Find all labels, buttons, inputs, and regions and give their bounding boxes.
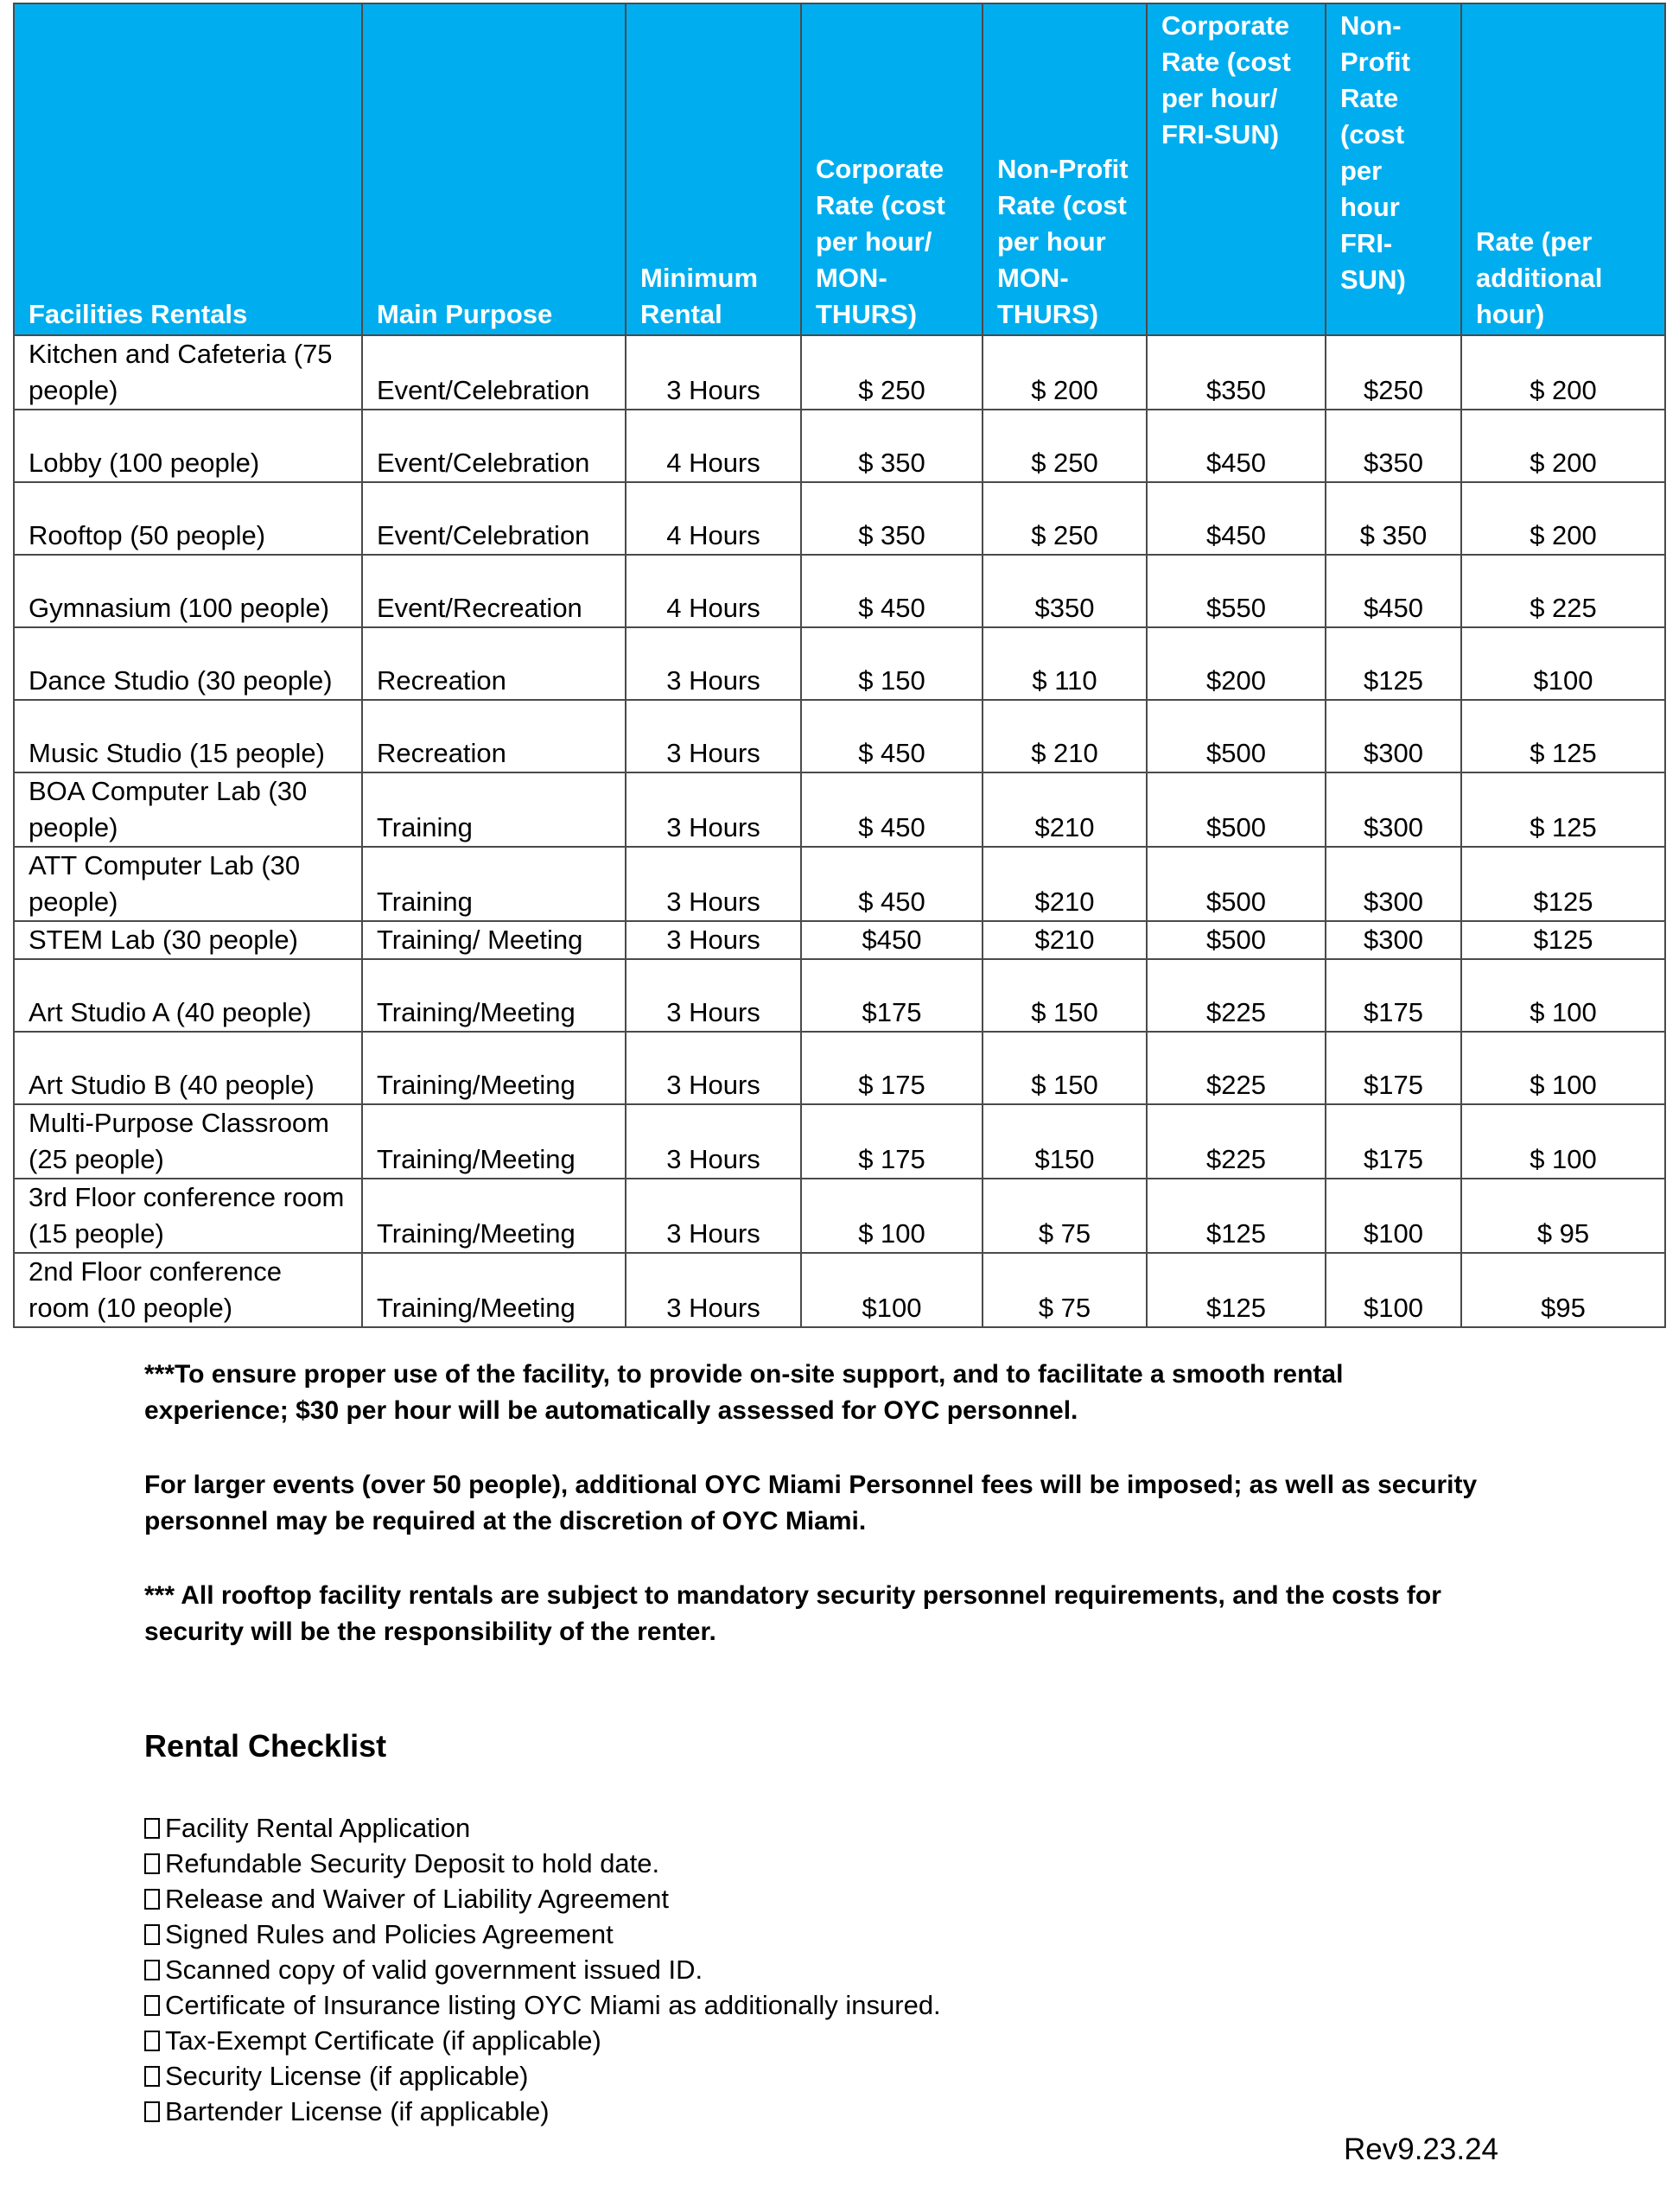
facility-name-cell: 2nd Floor conference room (10 people) [14,1253,362,1327]
table-row [14,847,1665,921]
main-purpose-cell: Event/Celebration [362,482,626,555]
minimum-rental-cell: 3 Hours [626,335,801,410]
checkbox-icon [144,1853,160,1874]
additional-hour-rate-cell: $ 125 [1461,772,1665,847]
minimum-rental-cell: 3 Hours [626,700,801,772]
facility-name-cell: Art Studio A (40 people) [14,959,362,1032]
main-purpose-cell: Event/Celebration [362,410,626,482]
additional-hour-rate-cell: $95 [1461,1253,1665,1327]
checklist-item-label: Facility Rental Application [165,1813,471,1843]
facility-name-cell: 3rd Floor conference room (15 people) [14,1179,362,1253]
nonprofit-rate-mon-thurs-cell: $ 110 [983,627,1147,700]
nonprofit-rate-mon-thurs-cell: $210 [983,772,1147,847]
minimum-rental-cell: 3 Hours [626,1253,801,1327]
facility-name-cell: Lobby (100 people) [14,410,362,482]
additional-hour-rate-cell: $ 100 [1461,1032,1665,1104]
nonprofit-rate-mon-thurs-cell: $ 150 [983,1032,1147,1104]
checklist-item-label: Signed Rules and Policies Agreement [165,1919,614,1949]
main-purpose-cell: Training [362,847,626,921]
main-purpose-cell: Training/Meeting [362,1104,626,1179]
corporate-rate-fri-sun-cell: $450 [1147,482,1326,555]
facility-name-cell: Kitchen and Cafeteria (75 people) [14,335,362,410]
table-row [14,772,1665,847]
corporate-rate-mon-thurs-cell: $ 350 [801,410,983,482]
checklist-item [144,1881,941,1916]
nonprofit-rate-fri-sun-cell: $175 [1326,1104,1461,1179]
facility-name-cell: Music Studio (15 people) [14,700,362,772]
facility-name-cell: ATT Computer Lab (30 people) [14,847,362,921]
main-purpose-cell: Training/Meeting [362,1032,626,1104]
checkbox-icon [144,1995,160,2016]
checkbox-icon [144,1818,160,1839]
corporate-rate-fri-sun-cell: $200 [1147,627,1326,700]
corporate-rate-fri-sun-cell: $500 [1147,921,1326,959]
nonprofit-rate-fri-sun-cell: $300 [1326,921,1461,959]
table-header-row [14,3,1665,335]
checkbox-icon [144,2031,160,2051]
column-header-nonprofit-fri-sun: Non-Profit Rate (cost per hour FRI-SUN) [1326,3,1461,335]
revision-label: Rev9.23.24 [1344,2133,1499,2166]
table-row [14,482,1665,555]
checklist-item-label: Security License (if applicable) [165,2061,529,2091]
facility-name-cell: Rooftop (50 people) [14,482,362,555]
column-header-purpose: Main Purpose [362,3,626,335]
main-purpose-cell: Training/Meeting [362,959,626,1032]
checkbox-icon [144,1924,160,1945]
corporate-rate-mon-thurs-cell: $ 350 [801,482,983,555]
column-header-facility: Facilities Rentals [14,3,362,335]
corporate-rate-fri-sun-cell: $225 [1147,959,1326,1032]
facility-name-cell: STEM Lab (30 people) [14,921,362,959]
nonprofit-rate-mon-thurs-cell: $ 75 [983,1253,1147,1327]
facility-rates-table [13,3,1666,1328]
column-header-nonprofit-mon-thurs: Non-Profit Rate (cost per hour MON-THURS) [983,3,1147,335]
checklist-title: Rental Checklist [144,1728,387,1764]
column-header-corp-mon-thurs: Corporate Rate (cost per hour/ MON-THURS) [801,3,983,335]
checklist-item [144,2094,941,2129]
facility-name-cell: Dance Studio (30 people) [14,627,362,700]
corporate-rate-fri-sun-cell: $500 [1147,847,1326,921]
nonprofit-rate-mon-thurs-cell: $ 200 [983,335,1147,410]
checklist-item-label: Refundable Security Deposit to hold date. [165,1848,660,1878]
corporate-rate-mon-thurs-cell: $ 100 [801,1179,983,1253]
table-row [14,1032,1665,1104]
facility-name-cell: Gymnasium (100 people) [14,555,362,627]
minimum-rental-cell: 4 Hours [626,482,801,555]
minimum-rental-cell: 4 Hours [626,555,801,627]
corporate-rate-fri-sun-cell: $550 [1147,555,1326,627]
corporate-rate-fri-sun-cell: $500 [1147,772,1326,847]
minimum-rental-cell: 3 Hours [626,1032,801,1104]
nonprofit-rate-mon-thurs-cell: $210 [983,921,1147,959]
column-header-additional: Rate (per additional hour) [1461,3,1665,335]
additional-hour-rate-cell: $ 200 [1461,335,1665,410]
nonprofit-rate-fri-sun-cell: $300 [1326,847,1461,921]
corporate-rate-mon-thurs-cell: $ 450 [801,772,983,847]
corporate-rate-fri-sun-cell: $125 [1147,1253,1326,1327]
additional-hour-rate-cell: $125 [1461,921,1665,959]
column-header-minimum: Minimum Rental [626,3,801,335]
facility-name-cell: Art Studio B (40 people) [14,1032,362,1104]
minimum-rental-cell: 3 Hours [626,1179,801,1253]
minimum-rental-cell: 3 Hours [626,1104,801,1179]
table-row [14,627,1665,700]
corporate-rate-mon-thurs-cell: $ 450 [801,555,983,627]
main-purpose-cell: Event/Celebration [362,335,626,410]
additional-hour-rate-cell: $125 [1461,847,1665,921]
checklist-item-label: Tax-Exempt Certificate (if applicable) [165,2025,601,2056]
additional-hour-rate-cell: $ 225 [1461,555,1665,627]
additional-hour-rate-cell: $ 125 [1461,700,1665,772]
nonprofit-rate-mon-thurs-cell: $350 [983,555,1147,627]
checklist-item [144,1916,941,1952]
rental-checklist [144,1810,941,2129]
table-row [14,555,1665,627]
additional-hour-rate-cell: $ 95 [1461,1179,1665,1253]
minimum-rental-cell: 3 Hours [626,847,801,921]
nonprofit-rate-fri-sun-cell: $ 350 [1326,482,1461,555]
corporate-rate-fri-sun-cell: $350 [1147,335,1326,410]
minimum-rental-cell: 3 Hours [626,627,801,700]
table-row [14,700,1665,772]
checklist-item [144,2058,941,2094]
table-row [14,921,1665,959]
additional-hour-rate-cell: $100 [1461,627,1665,700]
table-row [14,335,1665,410]
nonprofit-rate-fri-sun-cell: $100 [1326,1179,1461,1253]
corporate-rate-mon-thurs-cell: $ 250 [801,335,983,410]
minimum-rental-cell: 3 Hours [626,772,801,847]
note-rooftop-security: *** All rooftop facility rentals are subject to mandatory security personnel requirements, and the costs for security will be the responsibility of the renter. [144,1581,1441,1646]
nonprofit-rate-fri-sun-cell: $300 [1326,772,1461,847]
nonprofit-rate-mon-thurs-cell: $ 250 [983,410,1147,482]
checklist-item [144,2023,941,2058]
additional-hour-rate-cell: $ 200 [1461,482,1665,555]
table-row [14,410,1665,482]
main-purpose-cell: Training [362,772,626,847]
corporate-rate-fri-sun-cell: $125 [1147,1179,1326,1253]
nonprofit-rate-fri-sun-cell: $175 [1326,959,1461,1032]
nonprofit-rate-fri-sun-cell: $450 [1326,555,1461,627]
note-large-events: For larger events (over 50 people), additional OYC Miami Personnel fees will be imposed; as well as security personnel may be required at the discretion of OYC Miami. [144,1471,1478,1535]
minimum-rental-cell: 3 Hours [626,959,801,1032]
main-purpose-cell: Training/Meeting [362,1253,626,1327]
nonprofit-rate-fri-sun-cell: $350 [1326,410,1461,482]
corporate-rate-mon-thurs-cell: $100 [801,1253,983,1327]
checklist-item [144,1846,941,1881]
nonprofit-rate-mon-thurs-cell: $150 [983,1104,1147,1179]
minimum-rental-cell: 3 Hours [626,921,801,959]
main-purpose-cell: Event/Recreation [362,555,626,627]
corporate-rate-mon-thurs-cell: $450 [801,921,983,959]
main-purpose-cell: Recreation [362,627,626,700]
corporate-rate-fri-sun-cell: $225 [1147,1104,1326,1179]
nonprofit-rate-mon-thurs-cell: $ 150 [983,959,1147,1032]
additional-hour-rate-cell: $ 100 [1461,959,1665,1032]
corporate-rate-mon-thurs-cell: $ 450 [801,847,983,921]
additional-hour-rate-cell: $ 200 [1461,410,1665,482]
facility-name-cell: BOA Computer Lab (30 people) [14,772,362,847]
main-purpose-cell: Recreation [362,700,626,772]
table-row [14,959,1665,1032]
checklist-item-label: Scanned copy of valid government issued ID. [165,1955,703,1985]
checkbox-icon [144,1960,160,1980]
checklist-item [144,1987,941,2023]
corporate-rate-mon-thurs-cell: $ 450 [801,700,983,772]
table-row [14,1104,1665,1179]
nonprofit-rate-mon-thurs-cell: $ 75 [983,1179,1147,1253]
checkbox-icon [144,2101,160,2122]
nonprofit-rate-mon-thurs-cell: $ 250 [983,482,1147,555]
checklist-item [144,1810,941,1846]
nonprofit-rate-fri-sun-cell: $100 [1326,1253,1461,1327]
main-purpose-cell: Training/Meeting [362,1179,626,1253]
table-row [14,1179,1665,1253]
nonprofit-rate-mon-thurs-cell: $210 [983,847,1147,921]
checkbox-icon [144,2066,160,2087]
checkbox-icon [144,1889,160,1910]
corporate-rate-mon-thurs-cell: $175 [801,959,983,1032]
additional-hour-rate-cell: $ 100 [1461,1104,1665,1179]
note-personnel-fee: ***To ensure proper use of the facility, to provide on-site support, and to facilitate a smooth rental experience; $30 per hour will be automatically assessed for OYC personnel. [144,1360,1344,1425]
checklist-item-label: Bartender License (if applicable) [165,2096,550,2126]
nonprofit-rate-mon-thurs-cell: $ 210 [983,700,1147,772]
corporate-rate-mon-thurs-cell: $ 175 [801,1032,983,1104]
corporate-rate-fri-sun-cell: $500 [1147,700,1326,772]
checklist-item-label: Certificate of Insurance listing OYC Miami as additionally insured. [165,1990,941,2020]
checklist-item [144,1952,941,1987]
corporate-rate-fri-sun-cell: $450 [1147,410,1326,482]
nonprofit-rate-fri-sun-cell: $125 [1326,627,1461,700]
corporate-rate-mon-thurs-cell: $ 150 [801,627,983,700]
corporate-rate-mon-thurs-cell: $ 175 [801,1104,983,1179]
nonprofit-rate-fri-sun-cell: $250 [1326,335,1461,410]
table-row [14,1253,1665,1327]
nonprofit-rate-fri-sun-cell: $175 [1326,1032,1461,1104]
facility-name-cell: Multi-Purpose Classroom (25 people) [14,1104,362,1179]
nonprofit-rate-fri-sun-cell: $300 [1326,700,1461,772]
checklist-item-label: Release and Waiver of Liability Agreement [165,1884,669,1914]
column-header-corp-fri-sun: Corporate Rate (cost per hour/ FRI-SUN) [1147,3,1326,335]
corporate-rate-fri-sun-cell: $225 [1147,1032,1326,1104]
rental-notes [144,1357,1492,1688]
main-purpose-cell: Training/ Meeting [362,921,626,959]
minimum-rental-cell: 4 Hours [626,410,801,482]
